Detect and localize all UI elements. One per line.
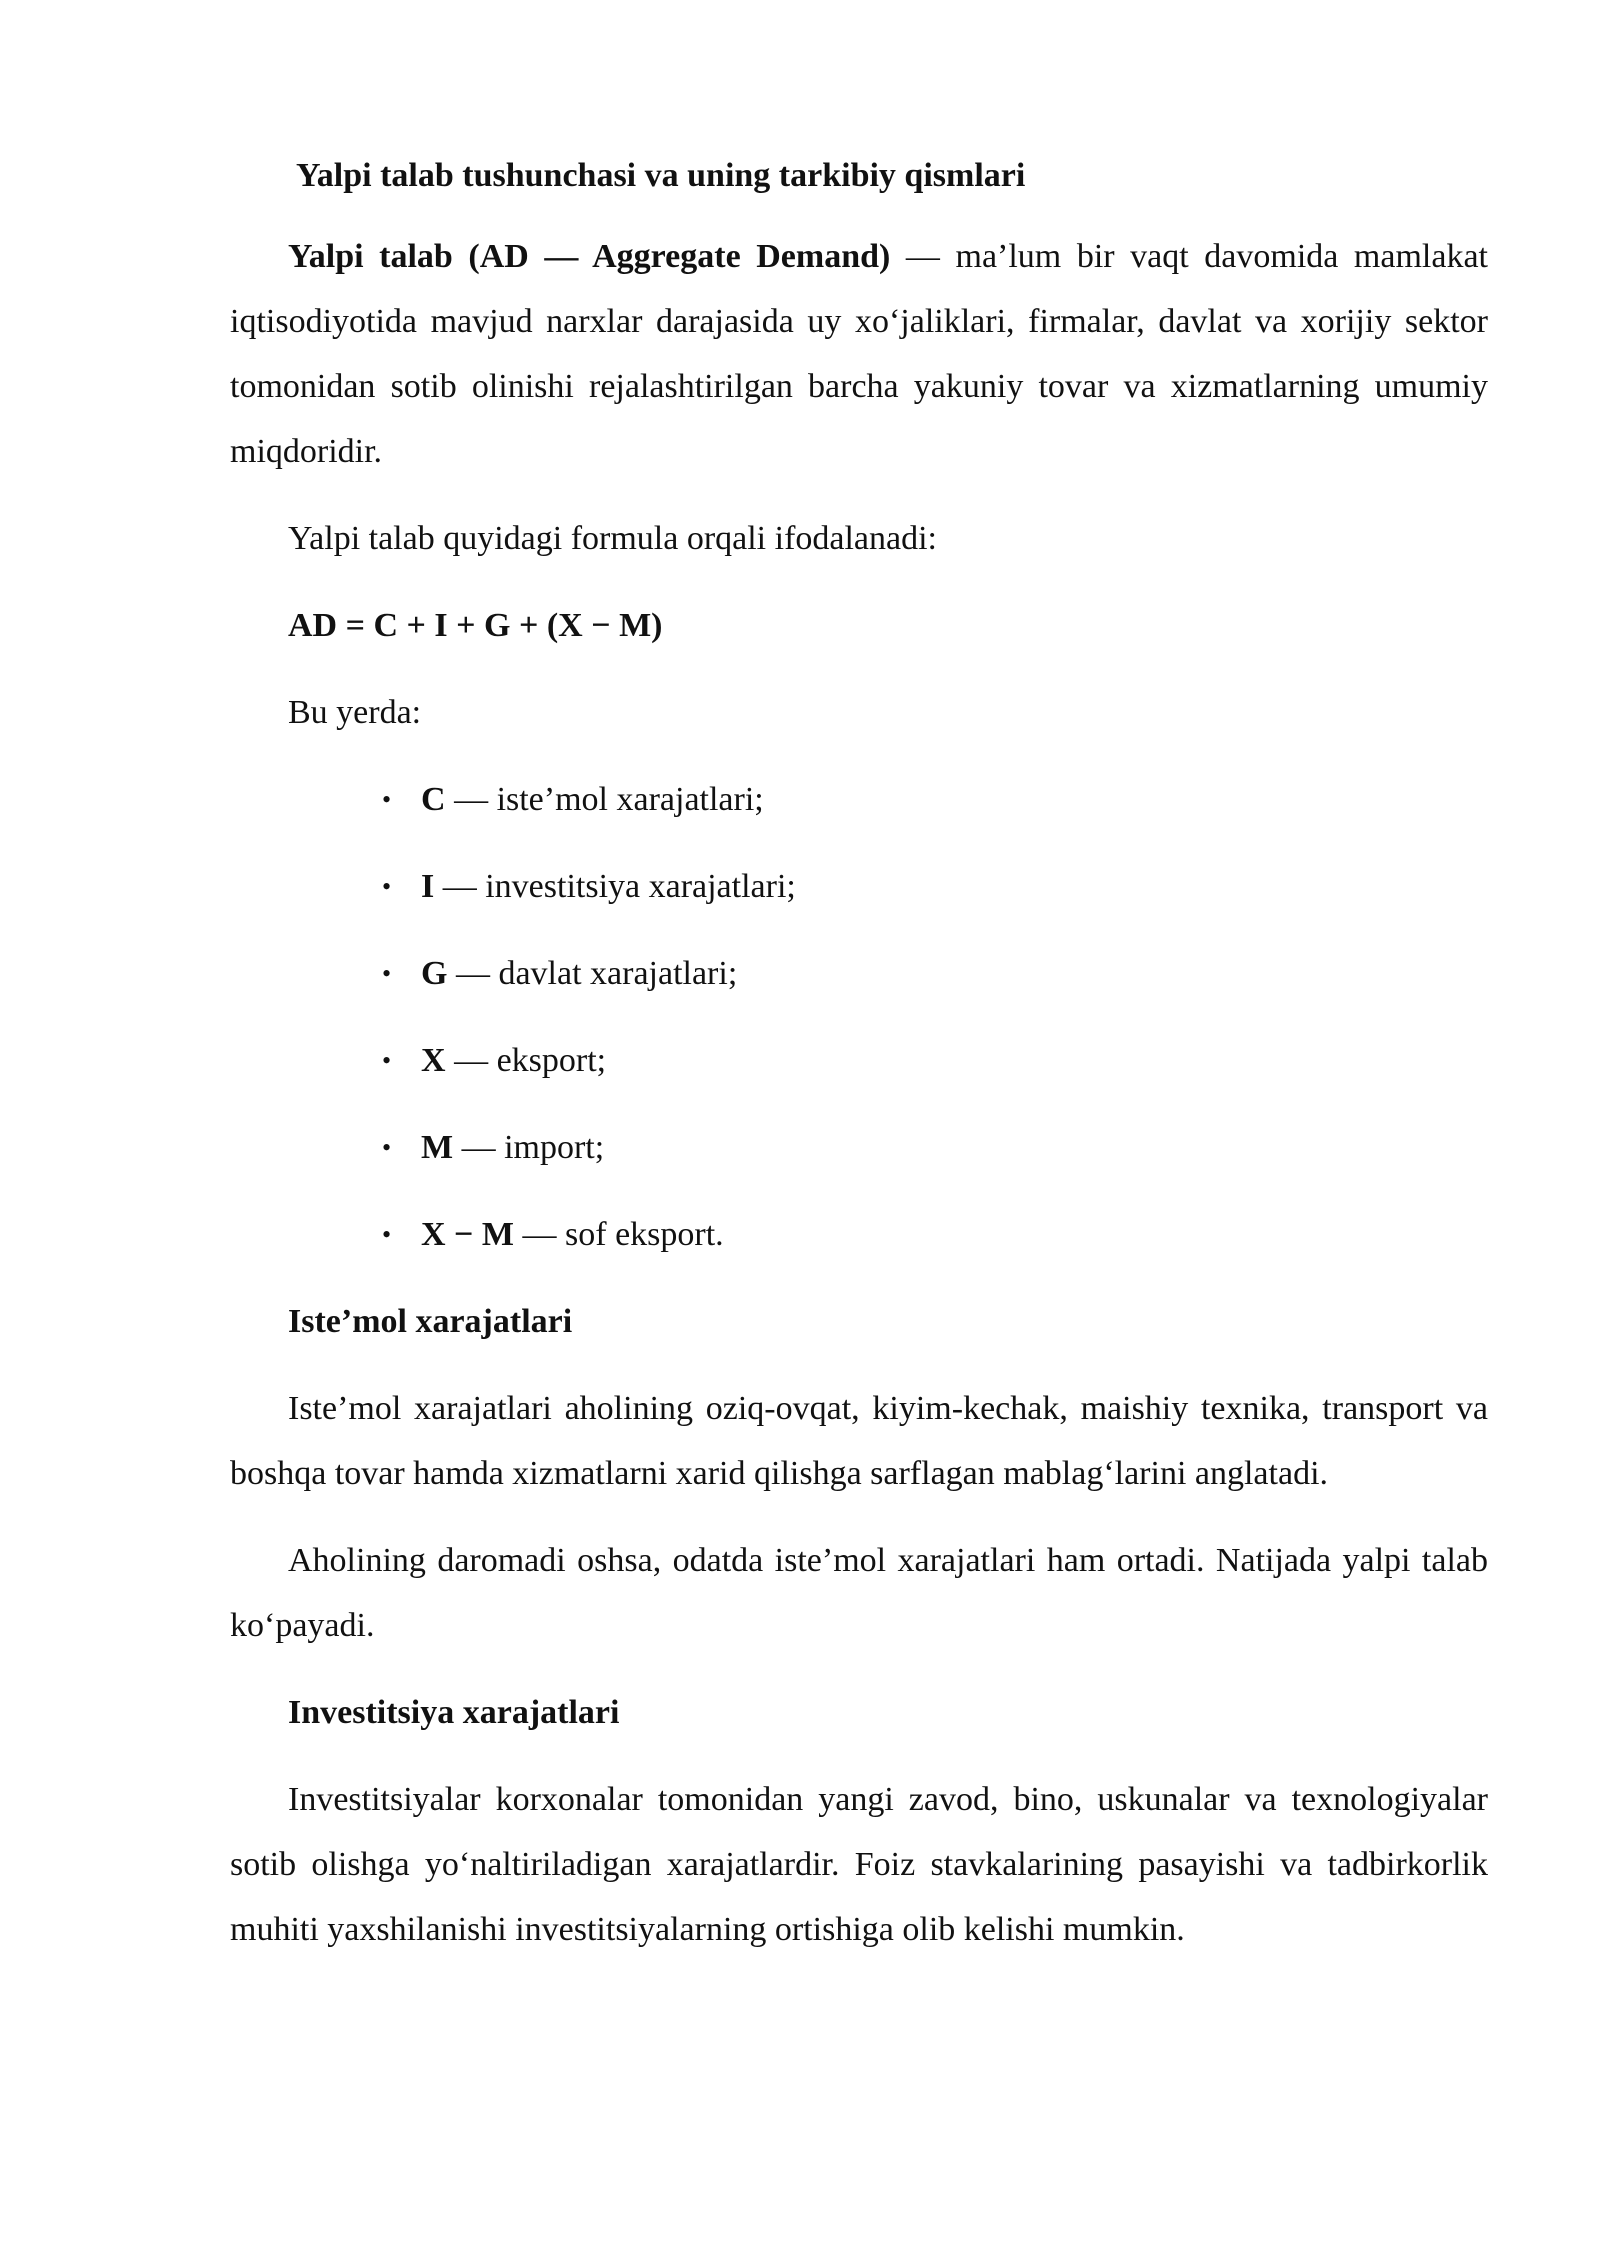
bullet-icon: • — [382, 959, 392, 988]
list-item — [230, 1028, 1488, 1093]
section-heading-investment: Investitsiya xarajatlari — [288, 1694, 620, 1731]
list-item — [230, 1115, 1488, 1180]
term-symbol: X − M — [421, 1216, 515, 1253]
bullet-icon: • — [382, 1133, 392, 1162]
term-symbol: I — [421, 868, 435, 905]
term-symbol: C — [421, 781, 446, 818]
list-item — [230, 767, 1488, 832]
document-title: Yalpi talab tushunchasi va uning tarkibiy qismlari — [296, 157, 1026, 194]
list-item — [230, 1202, 1488, 1267]
definition-paragraph — [230, 224, 1488, 484]
document-page — [230, 150, 1488, 1984]
section-heading-consumption: Iste’mol xarajatlari — [288, 1303, 573, 1340]
bullet-icon: • — [382, 1046, 392, 1075]
term-description: — iste’mol xarajatlari; — [445, 781, 764, 818]
consumption-paragraph-2: Aholining daromadi oshsa, odatda iste’mol xarajatlari ham ortadi. Natijada yalpi talab ko‘payadi. — [230, 1542, 1488, 1644]
formula-intro: Yalpi talab quyidagi formula orqali ifodalanadi: — [288, 520, 938, 557]
list-item — [230, 854, 1488, 919]
term-symbol: G — [421, 955, 448, 992]
term-description: — davlat xarajatlari; — [447, 955, 738, 992]
definition-term: Yalpi talab (AD — Aggregate Demand) — [288, 238, 891, 275]
where-label: Bu yerda: — [288, 694, 422, 731]
definition-text: — ma’lum bir vaqt davomida mamlakat iqtisodiyotida mavjud narxlar darajasida uy xo‘jaliklari, firmalar, davlat va xorijiy sektor tomonidan sotib olinishi rejalashtirilgan barcha yakuniy tovar va xizmatlarning umumiy miqdoridir. — [230, 238, 1488, 470]
bullet-icon: • — [382, 1220, 392, 1249]
formula: AD = C + I + G + (X − M) — [288, 607, 663, 644]
consumption-paragraph-1: Iste’mol xarajatlari aholining oziq-ovqat, kiyim-kechak, maishiy texnika, transport va boshqa tovar hamda xizmatlarni xarid qilishga sarflagan mablag‘larini anglatadi. — [230, 1390, 1488, 1492]
term-description: — import; — [453, 1129, 605, 1166]
term-symbol: X — [421, 1042, 446, 1079]
investment-paragraph-1: Investitsiyalar korxonalar tomonidan yangi zavod, bino, uskunalar va texnologiyalar sotib olishga yo‘naltiriladigan xarajatlardir. Foiz stavkalarining pasayishi va tadbirkorlik muhiti yaxshilanishi investitsiyalarning ortishiga olib kelishi mumkin. — [230, 1781, 1488, 1948]
term-description: — eksport; — [445, 1042, 607, 1079]
list-item — [230, 941, 1488, 1006]
term-description: — investitsiya xarajatlari; — [434, 868, 796, 905]
terms-list — [230, 767, 1488, 1267]
term-symbol: M — [421, 1129, 454, 1166]
term-description: — sof eksport. — [514, 1216, 724, 1253]
bullet-icon: • — [382, 785, 392, 814]
bullet-icon: • — [382, 872, 392, 901]
